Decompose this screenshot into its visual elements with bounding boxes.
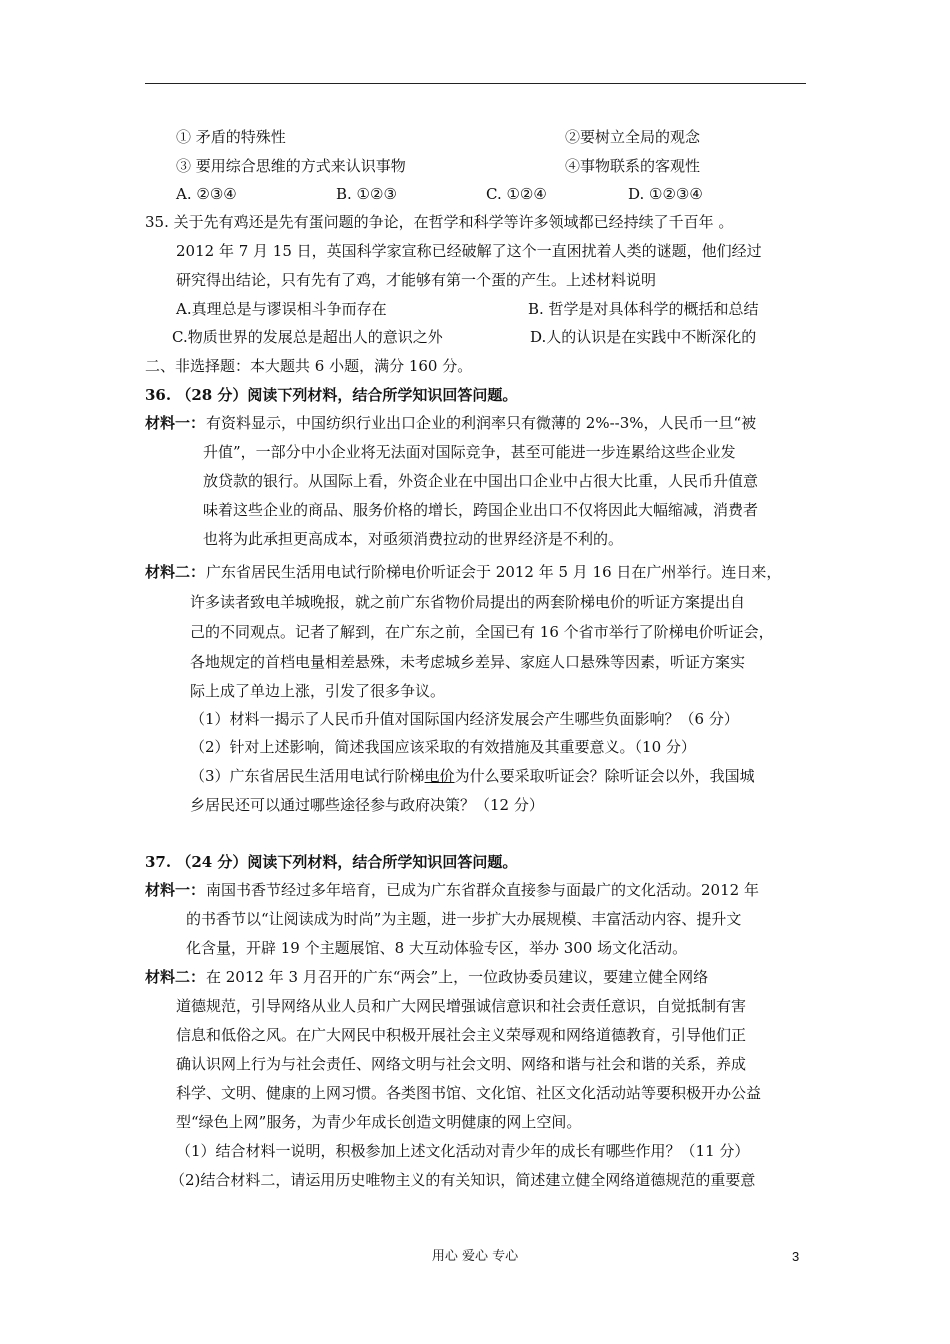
- q36-title: 36. （28 分）阅读下列材料，结合所学知识回答问题。: [145, 386, 518, 404]
- q36-subquestion-2: （2）针对上述影响，简述我国应该采取的有效措施及其重要意义。（10 分）: [190, 738, 696, 756]
- q37-material-1-line-2: 的书香节以“让阅读成为时尚”为主题，进一步扩大办展规模、丰富活动内容、提升文: [186, 910, 742, 928]
- q35-line-2: 2012 年 7 月 15 日，英国科学家宣称已经破解了这个一直困扰着人类的谜题，他们经过: [176, 242, 762, 260]
- q37-material-2-line-4: 确认识网上行为与社会责任、网络文明与社会文明、网络和谐与社会和谐的关系，养成: [176, 1055, 747, 1073]
- q36-material-2-line-5: 际上成了单边上涨，引发了很多争议。: [190, 682, 446, 700]
- q37-material-2-line-1: 在 2012 年 3 月召开的广东“两会”上，一位政协委员建议，要建立健全网络: [206, 968, 709, 986]
- q37-material-1-label: 材料一：: [145, 881, 206, 899]
- q35-line-1: 35. 关于先有鸡还是先有蛋问题的争论，在哲学和科学等许多领域都已经持续了千百年 。: [145, 213, 734, 231]
- q37-material-2-line-2: 道德规范，引导网络从业人员和广大网民增强诚信意识和社会责任意识，自觉抵制有害: [176, 997, 747, 1015]
- q36-material-2-line-1: 广东省居民生活用电试行阶梯电价听证会于 2012 年 5 月 16 日在广州举行。连日来，: [206, 563, 782, 581]
- q36-material-2-line-2: 许多读者致电羊城晚报，就之前广东省物价局提出的两套阶梯电价的听证方案提出自: [190, 593, 746, 611]
- q36-subquestion-3-underlined: 电价: [424, 767, 455, 785]
- q36-material-1-line-2: 升值”，一部分中小企业将无法面对国际竞争，甚至可能进一步连累给这些企业发: [203, 443, 736, 461]
- q36-material-1-line-5: 也将为此承担更高成本，对亟须消费拉动的世界经济是不利的。: [203, 530, 624, 548]
- q36-subquestion-1: （1）材料一揭示了人民币升值对国际国内经济发展会产生哪些负面影响？（6 分）: [190, 710, 739, 728]
- q36-material-2-label: 材料二：: [145, 563, 206, 581]
- q34-choice-d: D. ①②③④: [628, 185, 703, 203]
- footer-slogan: 用心 爱心 专心: [431, 1249, 519, 1264]
- q36-subquestion-3: [190, 766, 755, 786]
- q37-material-2-label: 材料二：: [145, 968, 206, 986]
- q36-subquestion-3-part-a: （3）广东省居民生活用电试行阶梯: [190, 767, 425, 785]
- q36-material-2-line-3: 己的不同观点。记者了解到，在广东之前，全国已有 16 个省市举行了阶梯电价听证会，: [190, 623, 774, 641]
- section-heading: 二、非选择题：本大题共 6 小题，满分 160 分。: [145, 357, 473, 375]
- q36-material-1-line-3: 放贷款的银行。从国际上看，外资企业在中国出口企业中占很大比重，人民币升值意: [203, 472, 759, 490]
- header-rule: [145, 83, 806, 84]
- q34-choice-a: A. ②③④: [176, 185, 237, 203]
- q35-line-3: 研究得出结论，只有先有了鸡，才能够有第一个蛋的产生。上述材料说明: [176, 271, 657, 289]
- page-number: 3: [792, 1249, 800, 1264]
- q37-subquestion-1: （1）结合材料一说明，积极参加上述文化活动对青少年的成长有哪些作用？（11 分）: [176, 1142, 750, 1160]
- q36-material-1-line-4: 味着这些企业的商品、服务价格的增长，跨国企业出口不仅将因此大幅缩减，消费者: [203, 501, 759, 519]
- q37-subquestion-2: （2)结合材料二，请运用历史唯物主义的有关知识，简述建立健全网络道德规范的重要意: [170, 1171, 756, 1189]
- q35-choice-b: B. 哲学是对具体科学的概括和总结: [528, 300, 759, 318]
- q37-material-2-line-6: 型“绿色上网”服务，为青少年成长创造文明健康的网上空间。: [176, 1113, 582, 1131]
- q34-option-1: ① 矛盾的特殊性: [176, 128, 286, 146]
- q35-choice-a: A.真理总是与谬误相斗争而存在: [176, 300, 387, 318]
- q37-material-2-line-3: 信息和低俗之风。在广大网民中积极开展社会主义荣辱观和网络道德教育，引导他们正: [176, 1026, 747, 1044]
- q37-title: 37. （24 分）阅读下列材料，结合所学知识回答问题。: [145, 853, 518, 871]
- q36-material-2-line-4: 各地规定的首档电量相差悬殊，未考虑城乡差异、家庭人口悬殊等因素，听证方案实: [190, 653, 746, 671]
- q34-option-3: ③ 要用综合思维的方式来认识事物: [176, 157, 406, 175]
- q36-subquestion-3-line-2: 乡居民还可以通过哪些途径参与政府决策？（12 分）: [190, 796, 544, 814]
- q34-option-4: ④事物联系的客观性: [565, 157, 701, 175]
- q35-choice-c: C.物质世界的发展总是超出人的意识之外: [172, 328, 443, 346]
- q37-material-2-line-5: 科学、文明、健康的上网习惯。各类图书馆、文化馆、社区文化活动站等要积极开办公益: [176, 1084, 762, 1102]
- q37-material-1-line-1: 南国书香节经过多年培育，已成为广东省群众直接参与面最广的文化活动。2012 年: [206, 881, 759, 899]
- q37-material-1-line-3: 化含量，开辟 19 个主题展馆、8 大互动体验专区，举办 300 场文化活动。: [186, 939, 688, 957]
- q35-choice-d: D.人的认识是在实践中不断深化的: [530, 328, 757, 346]
- q36-subquestion-3-part-b: 为什么要采取听证会？除听证会以外，我国城: [454, 767, 755, 785]
- q34-option-2: ②要树立全局的观念: [565, 128, 701, 146]
- q36-material-1-line-1: 有资料显示，中国纺织行业出口企业的利润率只有微薄的 2%--3%，人民币一旦“被: [206, 414, 757, 432]
- q36-material-1-label: 材料一：: [145, 414, 206, 432]
- q34-choice-b: B. ①②③: [336, 185, 397, 203]
- q34-choice-c: C. ①②④: [486, 185, 547, 203]
